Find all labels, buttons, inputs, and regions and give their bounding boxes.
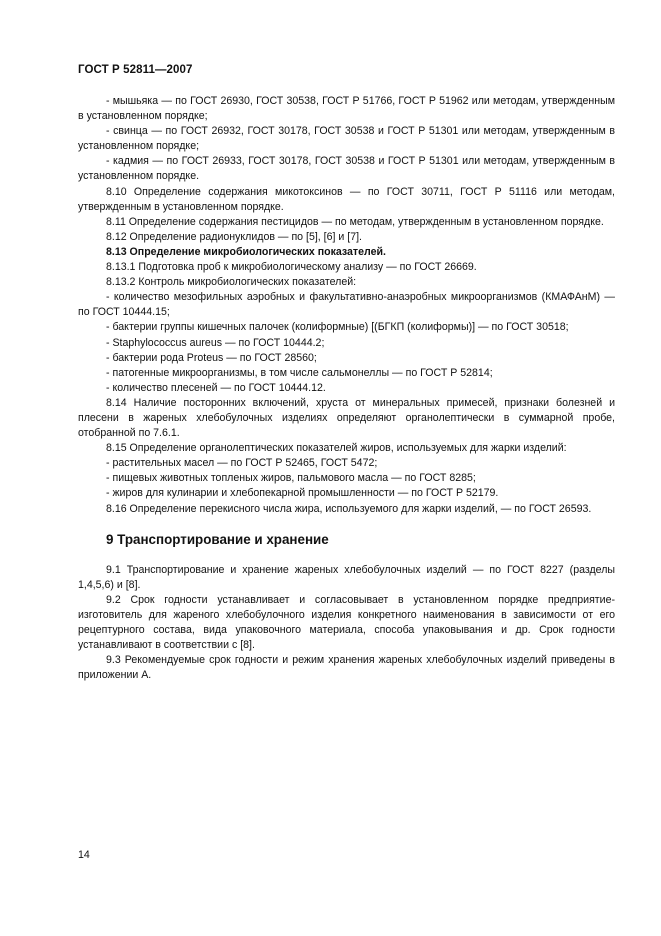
document-header: ГОСТ Р 52811—2007: [78, 64, 193, 76]
paragraph-9-3: 9.3 Рекомендуемые срок годности и режим хранения жареных хлебобулочных изделий приведены в приложении А.: [78, 654, 615, 682]
document-body: [78, 94, 615, 683]
page-number: 14: [78, 849, 90, 861]
section-9-title: 9 Транспортирование и хранение: [106, 531, 329, 547]
paragraph-8-13-2: 8.13.2 Контроль микробиологических показателей:: [106, 276, 357, 289]
paragraph-8-13-heading: 8.13 Определение микробиологических показателей.: [106, 245, 386, 258]
list-item-bgkp: - бактерии группы кишечных палочек (колиформные) [(БГКП (колиформы)] — по ГОСТ 30518;: [106, 321, 569, 334]
paragraph-8-14: 8.14 Наличие посторонних включений, хруста от минеральных примесей, признаки болезней и плесени в жареных хлебобулочных изделиях определяют органолептически в суммарной пробе, отобранной по 7.6.1.: [78, 396, 615, 440]
list-item-vegetable-oils: - растительных масел — по ГОСТ Р 52465, ГОСТ 5472;: [106, 457, 378, 470]
paragraph-arsenic: - мышьяка — по ГОСТ 26930, ГОСТ 30538, ГОСТ Р 51766, ГОСТ Р 51962 или методам, утвержденным в установленном порядке;: [78, 95, 615, 123]
list-item-proteus: - бактерии рода Proteus — по ГОСТ 28560;: [106, 351, 317, 364]
paragraph-lead: - свинца — по ГОСТ 26932, ГОСТ 30178, ГОСТ 30538 и ГОСТ Р 51301 или методам, утвержденным в установленном порядке;: [78, 125, 615, 153]
paragraph-8-11: 8.11 Определение содержания пестицидов — по методам, утвержденным в установленном порядке.: [106, 215, 604, 228]
list-item-culinary-fats: - жиров для кулинарии и хлебопекарной промышленности — по ГОСТ Р 52179.: [106, 487, 499, 500]
list-item-kmafanm: - количество мезофильных аэробных и факультативно-анаэробных микроорганизмов (КМАФАнМ) — по ГОСТ 10444.15;: [78, 291, 615, 319]
paragraph-9-2: 9.2 Срок годности устанавливает и согласовывает в установленном порядке предприятие-изготовитель для жареного хлебобулочного изделия конкретного наименования в зависимости от его рецептурного состава, вида упаковочного материала, способа упаковывания и др. Срок годности устанавливают в соответствии с [8].: [78, 593, 615, 652]
paragraph-9-1: 9.1 Транспортирование и хранение жареных хлебобулочных изделий — по ГОСТ 8227 (разделы 1,4,5,6) и [8].: [78, 563, 615, 591]
paragraph-8-10: 8.10 Определение содержания микотоксинов — по ГОСТ 30711, ГОСТ Р 51116 или методам, утвержденным в установленном порядке.: [78, 185, 615, 213]
paragraph-cadmium: - кадмия — по ГОСТ 26933, ГОСТ 30178, ГОСТ 30538 и ГОСТ Р 51301 или методам, утвержденным в установленном порядке.: [78, 155, 615, 183]
list-item-staphylococcus: - Staphylococcus aureus — по ГОСТ 10444.2;: [106, 336, 325, 349]
list-item-molds: - количество плесеней — по ГОСТ 10444.12.: [106, 381, 326, 394]
paragraph-8-16: 8.16 Определение перекисного числа жира, используемого для жарки изделий, — по ГОСТ 26593.: [106, 502, 592, 515]
paragraph-8-15: 8.15 Определение органолептических показателей жиров, используемых для жарки изделий:: [106, 442, 567, 455]
list-item-pathogens: - патогенные микроорганизмы, в том числе сальмонеллы — по ГОСТ Р 52814;: [106, 366, 493, 379]
paragraph-8-13-1: 8.13.1 Подготовка проб к микробиологическому анализу — по ГОСТ 26669.: [106, 261, 477, 274]
list-item-animal-fats: - пищевых животных топленых жиров, пальмового масла — по ГОСТ 8285;: [106, 472, 476, 485]
paragraph-8-12: 8.12 Определение радионуклидов — по [5], [6] и [7].: [106, 230, 362, 243]
